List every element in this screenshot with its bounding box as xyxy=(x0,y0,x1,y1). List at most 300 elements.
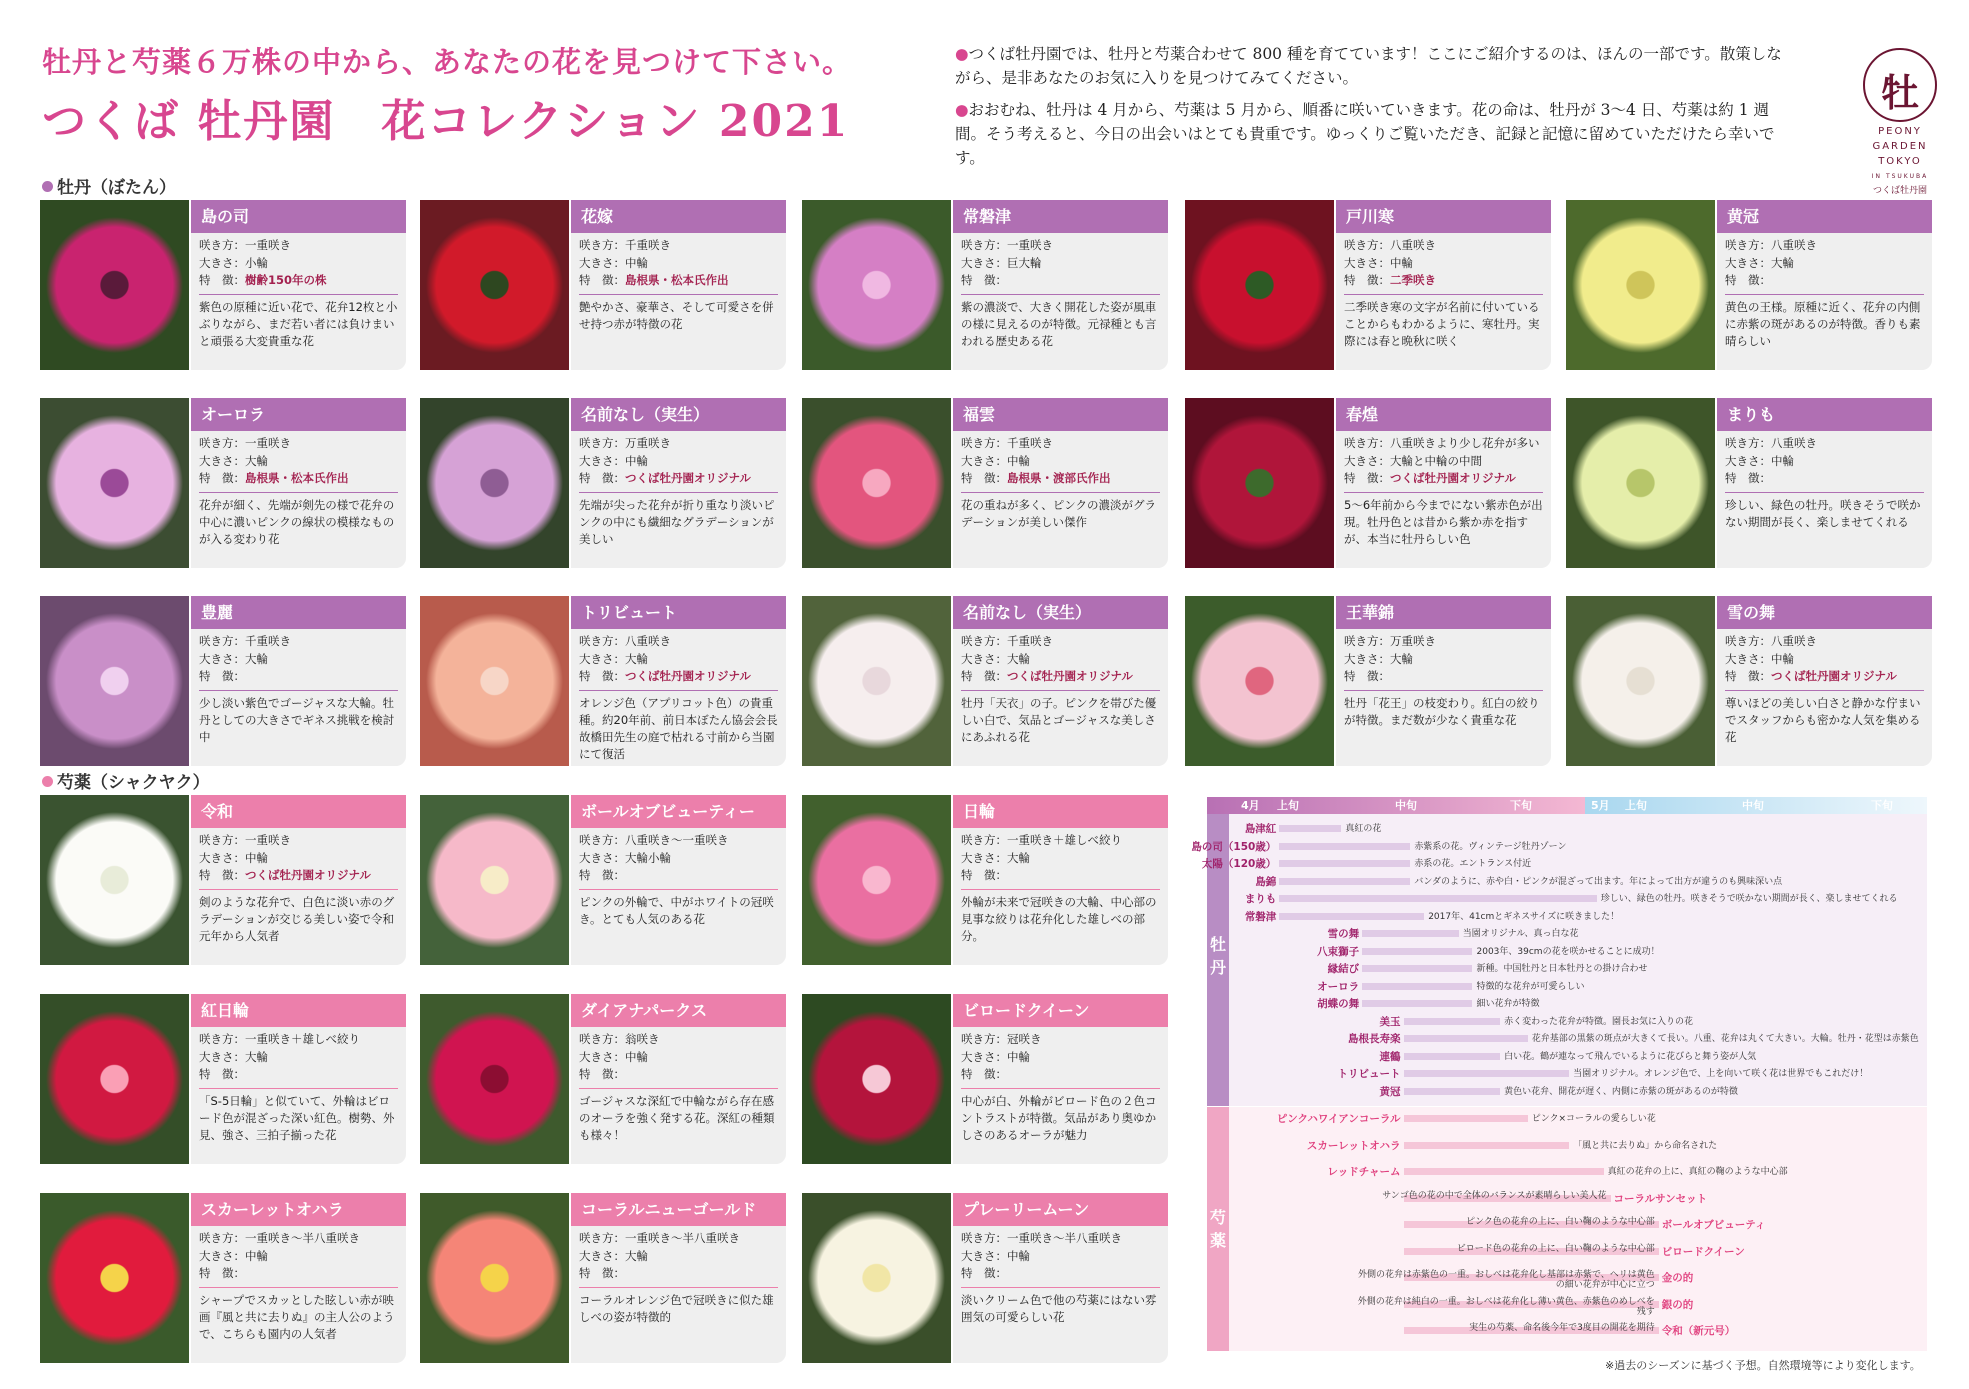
divider xyxy=(961,889,1160,890)
flower-size: 大きさ：巨大輪 xyxy=(961,255,1042,270)
timeline-row xyxy=(1207,926,1927,940)
intro-paragraph-1: ●つくば牡丹園では、牡丹と芍薬合わせて 800 種を育てています！ここにご紹介するのは、ほんの一部です。散策しながら、是非あなたのお気に入りを見つけてみてください。 xyxy=(955,45,1782,87)
flower-description: オレンジ色（アプリコット色）の貴重種。約20年前、前日本ぼたん協会会長故橋田先生の庭で枯れる寸前から当園にて復活 xyxy=(579,695,778,761)
flower-feature: 特 徴： xyxy=(961,1067,1007,1081)
flower-info xyxy=(571,1193,786,1363)
timeline-note: 外側の花弁は赤紫色の一重。おしべは花弁化し基部は赤紫で、ヘリは黄色の細い花弁が中心に立つ xyxy=(1357,1270,1655,1290)
bloom-style: 咲き方：一重咲き～半八重咲き xyxy=(961,1231,1122,1245)
flower-card xyxy=(40,795,406,965)
timeline-note: 2003年、39cmの花を咲かせることに成功！ xyxy=(1476,946,1660,957)
timeline-bar xyxy=(1279,860,1410,867)
flower-photo xyxy=(420,994,569,1164)
timeline-bar xyxy=(1404,1115,1528,1122)
flower-name: 王華錦 xyxy=(1336,596,1551,629)
timeline-variety: レッドチャーム xyxy=(1327,1166,1401,1178)
timeline-note: 赤系の花。エントランス付近 xyxy=(1414,859,1532,869)
timeline-row xyxy=(1207,1323,1927,1337)
divider xyxy=(961,1287,1160,1288)
flower-photo xyxy=(420,596,569,766)
flower-description: 尊いほどの美しい白さと静かな佇まいでスタッフからも密かな人気を集める花 xyxy=(1725,695,1921,744)
flower-name: 雪の舞 xyxy=(1717,596,1932,629)
section-heading-botan: 牡丹（ぼたん） xyxy=(42,173,176,198)
flower-photo xyxy=(1185,398,1334,568)
bloom-style: 咲き方：八重咲き～一重咲き xyxy=(579,833,729,847)
flower-card xyxy=(1185,398,1551,568)
timeline-note: 白い花。鶴が連なって飛んでいるように花びらと舞う姿が人気 xyxy=(1504,1051,1757,1062)
flower-feature: 特 徴：二季咲き xyxy=(1344,273,1436,287)
flower-size: 大きさ：中輪 xyxy=(961,1248,1030,1263)
flower-description: 紫の濃淡で、大きく開花した姿が風車の様に見えるのが特徴。元禄種とも言われる歴史ある花 xyxy=(961,299,1157,348)
flower-card xyxy=(802,994,1168,1164)
flower-feature: 特 徴：つくば牡丹園オリジナル xyxy=(1725,669,1897,683)
flower-info xyxy=(953,398,1168,568)
flower-photo xyxy=(420,200,569,370)
timeline-variety: 美玉 xyxy=(1379,1015,1401,1028)
flower-photo xyxy=(420,1193,569,1363)
flower-description: ゴージャスな深紅で中輪ながら存在感のオーラを強く発する花。深紅の種類も様々！ xyxy=(579,1093,775,1142)
flower-description: コーラルオレンジ色で冠咲きに似た雄しべの姿が特徴的 xyxy=(579,1292,774,1324)
timeline-bar xyxy=(1404,1142,1570,1149)
flower-photo xyxy=(1566,200,1715,370)
timeline-variety: まりも xyxy=(1244,893,1277,905)
flower-size: 大きさ：中輪 xyxy=(579,1049,648,1064)
divider xyxy=(199,294,398,295)
flower-feature: 特 徴：島根県・松本氏作出 xyxy=(579,273,729,287)
flower-photo xyxy=(420,795,569,965)
bloom-style: 咲き方：八重咲き xyxy=(1725,634,1817,648)
flower-info xyxy=(953,994,1168,1164)
timeline-row xyxy=(1207,1164,1927,1178)
flower-photo xyxy=(802,398,951,568)
timeline-note: 真紅の花 xyxy=(1345,824,1382,834)
bloom-style: 咲き方：冠咲き xyxy=(961,1032,1042,1046)
section-heading-shakuyaku: 芍薬（シャクヤク） xyxy=(42,768,210,793)
timeline-variety: 令和（新元号） xyxy=(1661,1325,1736,1337)
bloom-style: 咲き方：一重咲き～半八重咲き xyxy=(579,1231,740,1245)
flower-name: ダイアナパークス xyxy=(571,994,786,1027)
flower-info xyxy=(571,795,786,965)
flower-name: 紅日輪 xyxy=(191,994,406,1027)
timeline-row xyxy=(1207,961,1927,975)
flower-size: 大きさ：中輪 xyxy=(961,1049,1030,1064)
timeline-bar xyxy=(1362,948,1472,955)
flower-card xyxy=(420,1193,786,1363)
flower-name: 島の司 xyxy=(191,200,406,233)
divider xyxy=(961,1088,1160,1089)
flower-info xyxy=(191,994,406,1164)
flower-info xyxy=(1717,398,1932,568)
flower-name: 戸川寒 xyxy=(1336,200,1551,233)
timeline-bar xyxy=(1279,825,1341,832)
flower-description: 外輪が未来で冠咲きの大輪、中心部の見事な絞りは花弁化した雄しべの部分。 xyxy=(961,894,1157,943)
timeline-row xyxy=(1207,891,1927,905)
flower-photo xyxy=(40,1193,189,1363)
flower-size: 大きさ：大輪 xyxy=(199,651,268,666)
flower-info xyxy=(1336,596,1551,766)
flower-name: ボールオブビューティー xyxy=(571,795,786,828)
timeline-bar xyxy=(1279,878,1410,885)
flower-info xyxy=(191,1193,406,1363)
flower-name: ビロードクイーン xyxy=(953,994,1168,1027)
flower-size: 大きさ：小輪 xyxy=(199,255,268,270)
flower-photo xyxy=(40,200,189,370)
flower-description: ピンクの外輪で、中がホワイトの冠咲き。とても人気のある花 xyxy=(579,894,774,926)
flower-size: 大きさ：大輪 xyxy=(579,1248,648,1263)
flower-name: 花嫁 xyxy=(571,200,786,233)
flower-info xyxy=(1717,200,1932,370)
timeline-variety: 島の司（150歳） xyxy=(1191,840,1277,853)
flower-feature: 特 徴：つくば牡丹園オリジナル xyxy=(1344,471,1516,485)
bloom-style: 咲き方：千重咲き xyxy=(961,634,1053,648)
divider xyxy=(579,492,778,493)
bloom-style: 咲き方：一重咲き xyxy=(961,238,1053,252)
flower-card xyxy=(40,994,406,1164)
flower-feature: 特 徴： xyxy=(579,1067,625,1081)
botan-side-label: 牡丹 xyxy=(1207,814,1229,1106)
timeline-note: 外側の花弁は純白の一重。おしべは花弁化し薄い黄色、赤紫色のめしべを残す xyxy=(1357,1296,1655,1317)
flower-photo xyxy=(1185,200,1334,370)
flower-photo xyxy=(1566,596,1715,766)
flower-card xyxy=(802,795,1168,965)
timeline-header: 4月 上旬 中旬 下旬 5月 上旬 中旬 下旬 xyxy=(1207,797,1927,814)
flower-name: まりも xyxy=(1717,398,1932,431)
flower-photo xyxy=(802,596,951,766)
flower-card xyxy=(420,596,786,766)
flower-size: 大きさ：大輪と中輪の中間 xyxy=(1344,453,1482,468)
flower-info xyxy=(191,795,406,965)
bloom-style: 咲き方：万重咲き xyxy=(579,436,671,450)
flower-description: 牡丹「天衣」の子。ピンクを帯びた優しい白で、気品とゴージャスな美しさにあふれる花 xyxy=(961,695,1157,744)
flower-name: 日輪 xyxy=(953,795,1168,828)
flower-size: 大きさ：中輪 xyxy=(199,850,268,865)
flower-size: 大きさ：大輪 xyxy=(1725,255,1794,270)
flower-photo xyxy=(802,994,951,1164)
timeline-note: 珍しい、緑色の牡丹。咲きそうで咲かない期間が長く、楽しませてくれる xyxy=(1600,894,1898,904)
timeline-variety: 島錦 xyxy=(1255,875,1277,888)
timeline-row xyxy=(1207,996,1927,1010)
flower-description: 花弁が細く、先端が剣先の様で花弁の中心に濃いピンクの線状の模様なものが入る変わり花 xyxy=(199,497,395,546)
timeline-variety: 黄冠 xyxy=(1379,1085,1401,1098)
timeline-row xyxy=(1207,1014,1927,1028)
flower-card xyxy=(420,200,786,370)
flower-name: 福雲 xyxy=(953,398,1168,431)
flower-description: 牡丹「花王」の枝変わり。紅白の絞りが特徴。まだ数が少なく貴重な花 xyxy=(1344,695,1540,727)
flower-size: 大きさ：中輪 xyxy=(1725,651,1794,666)
flower-feature: 特 徴：つくば牡丹園オリジナル xyxy=(961,669,1133,683)
divider xyxy=(961,294,1160,295)
timeline-variety: オーロラ xyxy=(1317,980,1360,993)
flower-size: 大きさ：大輪小輪 xyxy=(579,850,671,865)
flower-feature: 特 徴：島根県・松本氏作出 xyxy=(199,471,349,485)
bloom-style: 咲き方：一重咲き～半八重咲き xyxy=(199,1231,360,1245)
flower-card xyxy=(1566,200,1932,370)
flower-feature: 特 徴： xyxy=(199,1067,245,1081)
flower-size: 大きさ：大輪 xyxy=(199,1049,268,1064)
timeline-bar xyxy=(1362,983,1472,990)
flower-size: 大きさ：中輪 xyxy=(1725,453,1794,468)
intro-paragraph-2: ●おおむね、牡丹は 4 月から、芍薬は 5 月から、順番に咲いていきます。花の命は、牡丹が 3～4 日、芍薬は約 1 週間。そう考えると、今日の出会いはとても貴重です。ゆっくりご覧いただき、記録と記憶に留めていただけたら幸いです。 xyxy=(955,101,1775,167)
peony-garden-logo: 牡 PEONY GARDEN TOKYO IN TSUKUBA つくば牡丹園 xyxy=(1862,48,1938,188)
flower-description: 中心が白、外輪がビロード色の２色コントラストが特徴。気品があり奥ゆかしさのあるオーラが魅力 xyxy=(961,1093,1157,1142)
flower-photo xyxy=(802,1193,951,1363)
divider xyxy=(1725,690,1924,691)
timeline-row xyxy=(1207,1049,1927,1063)
timeline-note: 当園オリジナル。オレンジ色で、上を向いて咲く花は世界でもこれだけ！ xyxy=(1573,1069,1869,1079)
timeline-note: 赤く変わった花弁が特徴。園長お気に入りの花 xyxy=(1504,1016,1694,1027)
timeline-note: 新種。中国牡丹と日本牡丹との掛け合わせ xyxy=(1476,964,1648,974)
timeline-bar xyxy=(1279,895,1596,902)
flower-name: プレーリームーン xyxy=(953,1193,1168,1226)
flower-info xyxy=(571,200,786,370)
flower-size: 大きさ：中輪 xyxy=(1344,255,1413,270)
bloom-style: 咲き方：一重咲き xyxy=(199,238,291,252)
divider xyxy=(579,294,778,295)
timeline-variety: 縁結び xyxy=(1327,963,1360,975)
timeline-bar xyxy=(1279,913,1424,920)
flower-card xyxy=(40,596,406,766)
flower-photo xyxy=(40,596,189,766)
bullet-icon: ● xyxy=(955,101,969,119)
timeline-row xyxy=(1207,1270,1927,1290)
flower-description: 艶やかさ、豪華さ、そして可愛さを併せ持つ赤が特徴の花 xyxy=(579,299,774,331)
flower-card xyxy=(40,398,406,568)
timeline-row xyxy=(1207,979,1927,993)
timeline-row xyxy=(1207,1111,1927,1125)
divider xyxy=(199,1287,398,1288)
bloom-style: 咲き方：一重咲き xyxy=(199,436,291,450)
flower-name: トリビュート xyxy=(571,596,786,629)
timeline-note: 真紅の花弁の上に、真紅の鞠のような中心部 xyxy=(1607,1167,1788,1177)
timeline-note: ピンク×コーラルの愛らしい花 xyxy=(1531,1114,1656,1124)
divider xyxy=(1344,492,1543,493)
flower-description: 少し淡い紫色でゴージャスな大輪。牡丹としての大きさでギネス挑戦を検討中 xyxy=(199,695,395,744)
flower-photo xyxy=(1566,398,1715,568)
timeline-row xyxy=(1207,944,1927,958)
flower-card xyxy=(802,200,1168,370)
shakuyaku-side-label: 芍薬 xyxy=(1207,1107,1229,1351)
timeline-row xyxy=(1207,821,1927,835)
flower-feature: 特 徴：つくば牡丹園オリジナル xyxy=(199,868,371,882)
flower-photo xyxy=(40,795,189,965)
timeline-note: バンダのように、赤や白・ピンクが混ざって出ます。年によって出方が違うのも興味深い点 xyxy=(1414,876,1783,887)
timeline-note: 「風と共に去りぬ」から命名された xyxy=(1573,1140,1718,1151)
flower-size: 大きさ：大輪 xyxy=(961,850,1030,865)
flower-name: スカーレットオハラ xyxy=(191,1193,406,1226)
flower-photo xyxy=(40,994,189,1164)
timeline-note: 当園オリジナル、真っ白な花 xyxy=(1462,929,1579,939)
flower-photo xyxy=(802,200,951,370)
flower-info xyxy=(191,200,406,370)
flower-feature: 特 徴：つくば牡丹園オリジナル xyxy=(579,471,751,485)
page-title: つくば 牡丹園 花コレクション 2021 xyxy=(42,96,850,147)
timeline-variety: 雪の舞 xyxy=(1327,928,1360,940)
flower-card xyxy=(802,596,1168,766)
timeline-variety: 常磐津 xyxy=(1244,910,1277,923)
flower-card xyxy=(420,994,786,1164)
timeline-variety: 島根長寿楽 xyxy=(1348,1033,1401,1045)
timeline-variety: 銀の的 xyxy=(1661,1298,1694,1311)
timeline-note: サンゴ色の花の中で全体のバランスが素晴らしい美人花 xyxy=(1382,1190,1607,1201)
flower-info xyxy=(191,398,406,568)
flower-info xyxy=(953,596,1168,766)
bloom-style: 咲き方：千重咲き xyxy=(579,238,671,252)
timeline-row xyxy=(1191,839,1927,853)
timeline-variety: 金の的 xyxy=(1661,1272,1694,1284)
timeline-bar xyxy=(1362,930,1459,937)
timeline-row xyxy=(1207,1031,1927,1045)
divider xyxy=(961,690,1160,691)
flower-info xyxy=(571,596,786,766)
flower-description: 剣のような花弁で、白色に淡い赤のグラデーションが交じる美しい姿で令和元年から人気者 xyxy=(199,894,395,943)
flower-card xyxy=(1566,596,1932,766)
divider xyxy=(1725,294,1924,295)
flower-description: シャープでスカッとした眩しい赤が映画『風と共に去りぬ』の主人公のようで、こちらも園内の人気者 xyxy=(199,1292,395,1341)
flower-info xyxy=(571,398,786,568)
flower-card xyxy=(40,200,406,370)
timeline-variety: 八束獅子 xyxy=(1317,945,1360,958)
flower-feature: 特 徴： xyxy=(579,1266,625,1280)
timeline-row xyxy=(1207,1244,1927,1258)
divider xyxy=(961,492,1160,493)
bloom-style: 咲き方：一重咲き xyxy=(199,833,291,847)
flower-info xyxy=(1336,200,1551,370)
flower-size: 大きさ：中輪 xyxy=(579,255,648,270)
flower-name: 名前なし（実生） xyxy=(571,398,786,431)
page-subtitle: 牡丹と芍薬６万株の中から、あなたの花を見つけて下さい。 xyxy=(42,45,853,79)
flower-feature: 特 徴： xyxy=(199,1266,245,1280)
flower-feature: 特 徴：島根県・渡部氏作出 xyxy=(961,471,1111,485)
bloom-style: 咲き方：一重咲き＋雄しべ絞り xyxy=(961,833,1122,847)
footnote: ※過去のシーズンに基づく予想。自然環境等により変化します。 xyxy=(1605,1359,1921,1372)
flower-description: 黄色の王様。原種に近く、花弁の内側に赤紫の斑があるのが特徴。香りも素晴らしい xyxy=(1725,299,1921,348)
timeline-note: 2017年、41cmとギネスサイズに咲きました！ xyxy=(1428,911,1620,922)
flower-info xyxy=(953,795,1168,965)
divider xyxy=(579,690,778,691)
timeline-row xyxy=(1207,1084,1927,1098)
timeline-variety: 太陽（120歳） xyxy=(1201,858,1277,870)
timeline-row xyxy=(1207,874,1927,888)
flower-feature: 特 徴： xyxy=(961,1266,1007,1280)
bullet-icon: ● xyxy=(955,45,969,63)
timeline-bar xyxy=(1404,1070,1570,1077)
timeline-bar xyxy=(1362,965,1472,972)
flower-feature: 特 徴： xyxy=(579,868,625,882)
flower-card xyxy=(1566,398,1932,568)
bloom-style: 咲き方：八重咲き xyxy=(579,634,671,648)
timeline-note: 細い花弁が特徴 xyxy=(1476,999,1540,1009)
timeline-row xyxy=(1207,1066,1927,1080)
flower-feature: 特 徴： xyxy=(961,273,1007,287)
flower-description: 花の重ねが多く、ピンクの濃淡がグラデーションが美しい傑作 xyxy=(961,497,1157,529)
flower-description: 二季咲き寒の文字が名前に付いていることからもわかるように、寒牡丹。実際には春と晩秋に咲く xyxy=(1344,299,1540,348)
flower-card xyxy=(802,1193,1168,1363)
flower-feature: 特 徴： xyxy=(1725,273,1771,287)
bloom-style: 咲き方：千重咲き xyxy=(199,634,291,648)
flower-photo xyxy=(420,398,569,568)
flower-feature: 特 徴：つくば牡丹園オリジナル xyxy=(579,669,751,683)
flower-description: 5～6年前から今までにない紫赤色が出現。牡丹色とは昔から紫か赤を指すが、本当に牡丹らしい色 xyxy=(1344,497,1543,546)
flower-name: 名前なし（実生） xyxy=(953,596,1168,629)
flower-size: 大きさ：大輪 xyxy=(1344,651,1413,666)
bloom-style: 咲き方：八重咲き xyxy=(1344,238,1436,252)
timeline-bar xyxy=(1279,843,1410,850)
timeline-row xyxy=(1207,909,1927,923)
divider xyxy=(1725,492,1924,493)
timeline-note: 実生の芍薬、命名後今年で3度目の開花を期待 xyxy=(1469,1323,1655,1333)
bloom-style: 咲き方：万重咲き xyxy=(1344,634,1436,648)
divider xyxy=(1344,690,1543,691)
flower-size: 大きさ：大輪 xyxy=(579,651,648,666)
flower-info xyxy=(1336,398,1551,568)
flower-size: 大きさ：中輪 xyxy=(579,453,648,468)
bloom-style: 咲き方：翁咲き xyxy=(579,1032,660,1046)
flower-description: 珍しい、緑色の牡丹。咲きそうで咲かない期間が長く、楽しませてくれる xyxy=(1725,497,1921,529)
flower-feature: 特 徴：樹齢150年の株 xyxy=(199,273,327,287)
timeline-variety: ビロードクイーン xyxy=(1661,1245,1745,1258)
timeline-variety: 連鶴 xyxy=(1379,1050,1401,1063)
flower-card xyxy=(40,1193,406,1363)
flower-description: 紫色の原種に近い花で、花弁12枚と小ぶりながら、まだ若い者には負けまいと頑張る大変貴重な花 xyxy=(199,299,398,348)
flower-feature: 特 徴： xyxy=(1344,669,1390,683)
divider xyxy=(199,1088,398,1089)
timeline-variety: コーラルサンセット xyxy=(1613,1192,1708,1205)
timeline-bar xyxy=(1362,1000,1472,1007)
flower-info xyxy=(191,596,406,766)
divider xyxy=(199,889,398,890)
flower-info xyxy=(571,994,786,1164)
flower-name: 春煌 xyxy=(1336,398,1551,431)
timeline-row xyxy=(1207,1296,1927,1317)
flower-card xyxy=(420,398,786,568)
bloom-style: 咲き方：千重咲き xyxy=(961,436,1053,450)
timeline-bar xyxy=(1404,1088,1501,1095)
flower-photo xyxy=(40,398,189,568)
bullet-icon xyxy=(42,776,53,787)
divider xyxy=(579,1287,778,1288)
flower-info xyxy=(1717,596,1932,766)
timeline-note: 赤紫系の花。ヴィンテージ牡丹ゾーン xyxy=(1414,841,1567,852)
flower-card xyxy=(802,398,1168,568)
flower-size: 大きさ：大輪 xyxy=(199,453,268,468)
timeline-row xyxy=(1207,1217,1927,1231)
flower-size: 大きさ：大輪 xyxy=(961,651,1030,666)
flower-feature: 特 徴： xyxy=(1725,471,1771,485)
timeline-bar xyxy=(1404,1168,1604,1175)
flower-size: 大きさ：中輪 xyxy=(961,453,1030,468)
timeline-note: 特徴的な花弁が可愛らしい xyxy=(1476,981,1585,992)
flower-card xyxy=(420,795,786,965)
timeline-bar xyxy=(1404,1053,1501,1060)
timeline-bar xyxy=(1404,1035,1528,1042)
timeline-variety: スカーレットオハラ xyxy=(1306,1139,1401,1152)
timeline-variety: 島津紅 xyxy=(1244,823,1277,835)
timeline-note: 黄色い花弁、開花が遅く、内側に赤紫の斑があるのが特徴 xyxy=(1504,1086,1738,1097)
bloom-timeline xyxy=(1191,797,1927,1351)
timeline-variety: 胡蝶の舞 xyxy=(1317,998,1360,1010)
flower-description: 淡いクリーム色で他の芍薬にはない雰囲気の可愛らしい花 xyxy=(961,1292,1157,1324)
flower-card xyxy=(1185,596,1551,766)
timeline-note: 花弁基部の黒紫の斑点が大きくて長い。八重、花弁は丸くて大きい。大輪。牡丹・花型は赤紫色 xyxy=(1531,1034,1919,1044)
divider xyxy=(1344,294,1543,295)
timeline-variety: ピンクハワイアンコーラル xyxy=(1276,1113,1401,1125)
bullet-icon xyxy=(42,181,53,192)
flower-photo xyxy=(1185,596,1334,766)
timeline-note: ピンク色の花弁の上に、白い鞠のような中心部 xyxy=(1465,1217,1655,1227)
flower-photo xyxy=(802,795,951,965)
divider xyxy=(579,889,778,890)
timeline-variety: トリビュート xyxy=(1337,1068,1401,1080)
flower-card xyxy=(1185,200,1551,370)
